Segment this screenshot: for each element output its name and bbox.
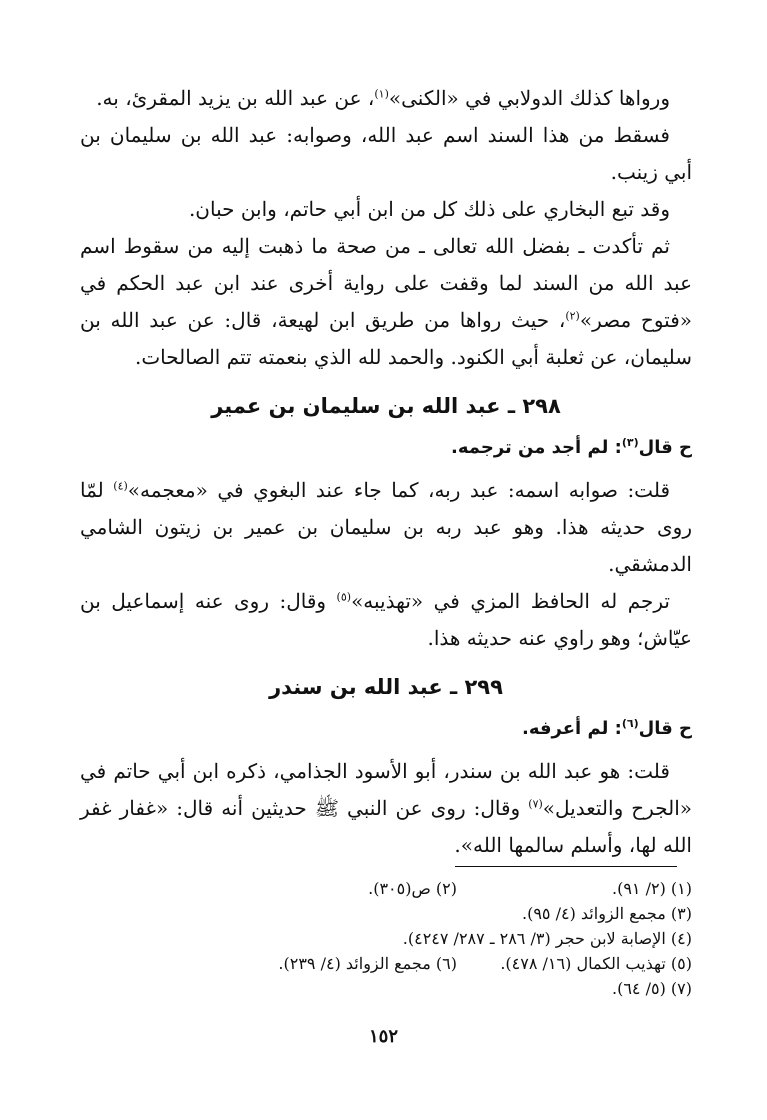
footnote-4: (٤) الإصابة لابن حجر (٣/ ٢٨٦ ـ ٢٨٧/ ٤٢٤٧). (402, 929, 692, 948)
footnote-2: (٢) ص(٣٠٥). (368, 879, 457, 898)
page-body (80, 80, 692, 864)
footnote-1: (١) (٢/ ٩١). (611, 879, 692, 898)
quote-line (80, 430, 692, 466)
paragraph: فسقط من هذا السند اسم عبد الله، وصوابه: عبد الله بن سليمان بن أبي زينب. (80, 123, 692, 184)
text-run: قلت: هو عبد الله بن سندر، أبو الأسود الجذامي، ذكره ابن أبي حاتم في «الجرح والتعديل» (80, 759, 692, 820)
text-run: قلت: صوابه اسمه: عبد ربه، كما جاء عند البغوي في «معجمه» (127, 478, 671, 502)
footnote-6: (٦) مجمع الزوائد (٤/ ٢٣٩). (278, 954, 457, 973)
footnote-row (80, 951, 692, 976)
paragraph (80, 80, 692, 117)
quote-line (80, 711, 692, 747)
text-run: لمّا روى حديثه هذا. وهو عبد ربه بن سليمان بن عمير بن زيتون الشامي الدمشقي. (80, 478, 692, 576)
footnote-ref[interactable]: (٣) (621, 436, 639, 449)
entry-heading-298: ٢٩٨ ـ عبد الله بن سليمان بن عمير (211, 394, 561, 418)
paragraph: وقد تبع البخاري على ذلك كل من ابن أبي حاتم، وابن حبان. (188, 197, 670, 221)
paragraph (80, 583, 692, 657)
text-run: ترجم له الحافظ المزي في «تهذيبه» (351, 589, 670, 613)
paragraph (80, 753, 692, 864)
footnote-row (80, 926, 692, 951)
text-run: ، حيث رواها من طريق ابن لهيعة، قال: عن عبد الله بن سليمان، عن ثعلبة أبي الكنود. والحمد لله الذي بنعمته تتم الصالحات. (80, 308, 692, 369)
footnote-5: (٥) تهذيب الكمال (١٦/ ٤٧٨). (500, 954, 692, 973)
footnote-ref[interactable]: (٢) (565, 309, 580, 323)
paragraph (80, 228, 692, 376)
footnote-row (80, 901, 692, 926)
page-number: ١٥٢ (368, 1026, 398, 1047)
footnote-ref[interactable]: (١) (374, 87, 389, 101)
footnote-ref[interactable]: (٥) (336, 590, 352, 604)
footnote-ref[interactable]: (٤) (113, 479, 128, 493)
paragraph (80, 472, 692, 583)
footnote-separator (455, 866, 677, 867)
footnote-row (80, 876, 692, 901)
text-run: ، عن عبد الله بن يزيد المقرئ، به. (96, 86, 375, 110)
text-run: ح قال (638, 718, 692, 739)
text-run: ح قال (638, 437, 692, 458)
footnote-7: (٧) (٥/ ٦٤). (611, 979, 692, 998)
footnote-ref[interactable]: (٧) (528, 797, 543, 811)
text-run: : لم أجد من ترجمه. (451, 437, 622, 458)
text-run: وقال: روى عنه إسماعيل بن عيّاش؛ وهو راوي عنه حديثه هذا. (80, 589, 692, 650)
footnote-row (80, 976, 692, 1001)
footnotes (80, 876, 692, 1001)
entry-heading-299: ٢٩٩ ـ عبد الله بن سندر (269, 675, 503, 699)
text-run: : لم أعرفه. (522, 718, 622, 739)
text-run: ثم تأكدت ـ بفضل الله تعالى ـ من صحة ما ذهبت إليه من سقوط اسم عبد الله من السند لما وقفت على رواية أخرى عند ابن عبد الحكم في «فتوح مصر» (80, 234, 692, 332)
text-run: ورواها كذلك الدولابي في «الكنى» (388, 86, 670, 110)
text-run: وقال: روى عن النبي ﷺ حديثين أنه قال: «غفار غفر الله لها، وأسلم سالمها الله». (80, 796, 692, 857)
footnote-3: (٣) مجمع الزوائد (٤/ ٩٥). (521, 904, 692, 923)
footnote-ref[interactable]: (٦) (621, 717, 639, 730)
